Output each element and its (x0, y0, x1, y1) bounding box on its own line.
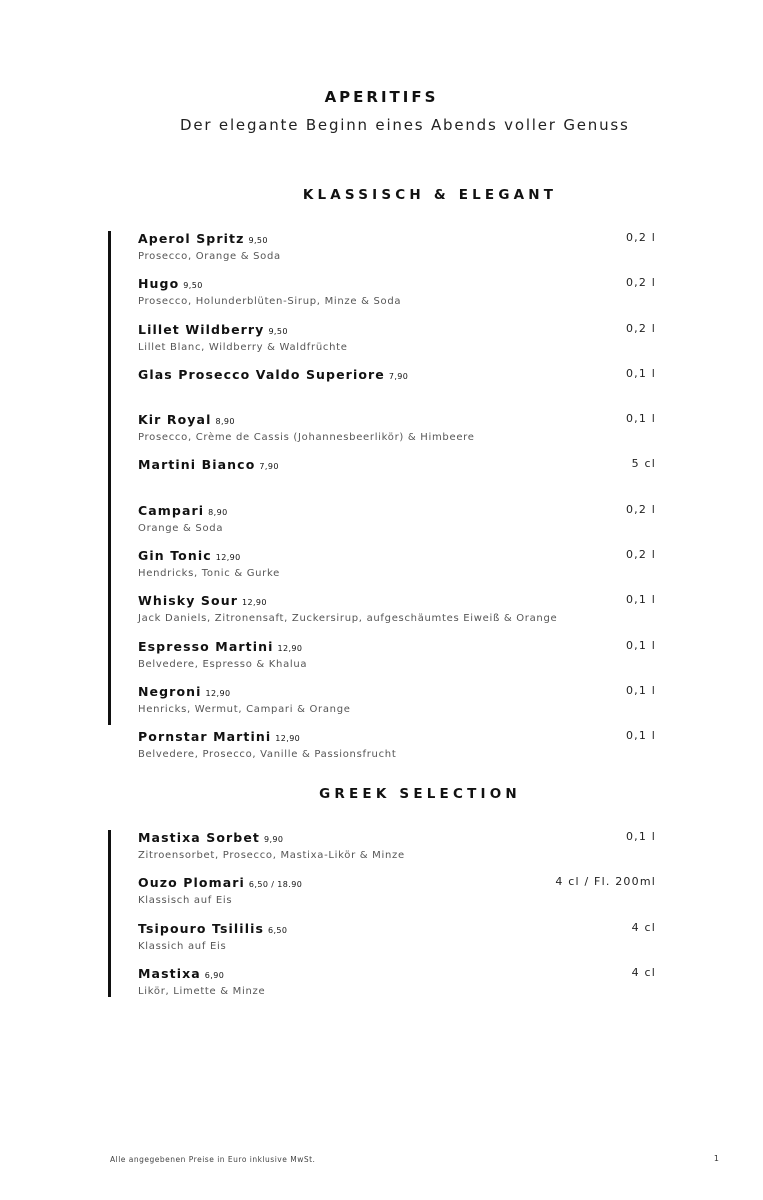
item-name: Martini Bianco (138, 457, 256, 473)
menu-item (138, 502, 658, 547)
item-description: Lillet Blanc, Wildberry & Waldfrüchte (138, 341, 348, 353)
section-heading-klassisch: KLASSISCH & ELEGANT (302, 187, 558, 203)
item-description: Likör, Limette & Minze (138, 985, 266, 997)
page-number: 1 (713, 1154, 719, 1163)
item-price: 9,90 (263, 835, 284, 844)
item-price: 12,90 (275, 734, 301, 744)
item-price: 6,90 (204, 970, 225, 980)
item-name: Espresso Martini (138, 638, 274, 654)
item-volume: 0,2 l (625, 548, 656, 562)
item-volume: 4 cl (631, 965, 656, 979)
item-name-line (138, 321, 658, 341)
item-name-line (138, 502, 658, 522)
item-price: 7,90 (259, 462, 279, 472)
section-divider-bar (108, 830, 111, 997)
menu-item (138, 965, 658, 1010)
item-description: Orange & Soda (138, 522, 224, 534)
item-price: 12,90 (205, 688, 231, 698)
menu-item (138, 456, 658, 501)
item-volume: 0,1 l (625, 729, 656, 743)
item-name-line (138, 411, 658, 431)
item-description: Klassisch auf Eis (138, 895, 233, 907)
item-price: 12,90 (277, 643, 303, 653)
item-volume: 0,1 l (625, 366, 656, 380)
item-name-line (138, 547, 658, 567)
item-name: Kir Royal (138, 412, 212, 428)
item-volume: 0,1 l (625, 593, 656, 607)
item-volume: 0,2 l (625, 502, 656, 516)
item-name: Tsipouro Tsililis (138, 920, 264, 936)
item-name-line (138, 920, 658, 940)
menu-item (138, 366, 658, 411)
item-price: 9,50 (268, 326, 288, 336)
section-heading-greek: GREEK SELECTION (319, 786, 521, 802)
item-price: 6,50 (268, 925, 288, 935)
menu-item (138, 321, 658, 366)
item-volume: 0,1 l (625, 830, 656, 843)
item-volume: 4 cl / Fl. 200ml (555, 875, 656, 889)
item-description: Henricks, Wermut, Campari & Orange (138, 703, 351, 715)
item-price: 7,90 (388, 371, 409, 381)
item-name-line (138, 829, 658, 849)
item-name: Aperol Spritz (138, 231, 245, 246)
menu-item (138, 683, 658, 728)
item-volume: 4 cl (631, 920, 656, 934)
item-description: Belvedere, Prosecco, Vanille & Passionsfrucht (138, 749, 397, 761)
menu-item (138, 638, 658, 683)
item-name: Hugo (138, 276, 180, 292)
item-name-line (138, 592, 658, 612)
item-description: Hendricks, Tonic & Gurke (138, 568, 280, 580)
item-name: Lillet Wildberry (138, 321, 265, 337)
item-name-line (138, 275, 658, 295)
item-volume: 0,1 l (625, 638, 656, 652)
item-description: Belvedere, Espresso & Khalua (138, 658, 308, 670)
item-description: Klassich auf Eis (138, 940, 227, 952)
item-volume: 0,1 l (625, 683, 656, 697)
item-price: 9,50 (248, 236, 268, 245)
item-description: Prosecco, Orange & Soda (138, 251, 281, 262)
menu-list-greek (138, 829, 658, 1010)
section-divider-bar (108, 231, 111, 725)
menu-item (138, 829, 658, 874)
item-description: Zitroensorbet, Prosecco, Mastixa-Likör & Minze (138, 850, 405, 861)
item-name: Glas Prosecco Valdo Superiore (138, 366, 385, 382)
item-name: Negroni (138, 683, 202, 699)
menu-item (138, 592, 658, 637)
item-name: Campari (138, 502, 205, 518)
item-name: Ouzo Plomari (138, 875, 245, 891)
item-description: Jack Daniels, Zitronensaft, Zuckersirup, aufgeschäumtes Eiweiß & Orange (138, 613, 558, 625)
item-volume: 0,1 l (625, 412, 656, 426)
item-name-line (138, 728, 658, 748)
menu-list-klassisch (138, 230, 658, 774)
menu-item (138, 411, 658, 456)
item-name: Mastixa (138, 965, 201, 981)
item-price: 6,50 / 18.90 (248, 880, 303, 890)
item-price: 8,90 (208, 507, 228, 517)
item-volume: 0,2 l (625, 231, 656, 244)
item-name: Pornstar Martini (138, 729, 272, 745)
item-price: 8,90 (215, 417, 235, 427)
item-name-line (138, 965, 658, 985)
item-volume: 0,2 l (625, 276, 656, 290)
menu-item (138, 728, 658, 773)
footer-note: Alle angegebenen Preise in Euro inklusive MwSt. (110, 1155, 316, 1164)
item-name: Mastixa Sorbet (138, 830, 260, 845)
item-price: 12,90 (215, 553, 241, 563)
item-volume: 5 cl (631, 457, 656, 471)
item-name: Gin Tonic (138, 548, 212, 564)
item-price: 12,90 (241, 598, 267, 608)
item-name-line (138, 638, 658, 658)
item-volume: 0,2 l (625, 321, 656, 335)
item-name-line (138, 230, 658, 250)
item-price: 9,50 (183, 281, 203, 291)
item-name: Whisky Sour (138, 593, 238, 609)
menu-item (138, 547, 658, 592)
page-title: APERITIFS (324, 88, 439, 106)
menu-item (138, 275, 658, 320)
item-name-line (138, 456, 658, 476)
item-description: Prosecco, Crème de Cassis (Johannesbeerlikör) & Himbeere (138, 432, 475, 444)
menu-item (138, 874, 658, 919)
item-name-line (138, 366, 658, 386)
menu-item (138, 230, 658, 275)
item-description: Prosecco, Holunderblüten-Sirup, Minze & Soda (138, 296, 402, 308)
item-name-line (138, 683, 658, 703)
menu-item (138, 920, 658, 965)
page-subtitle: Der elegante Beginn eines Abends voller Genuss (180, 116, 630, 134)
